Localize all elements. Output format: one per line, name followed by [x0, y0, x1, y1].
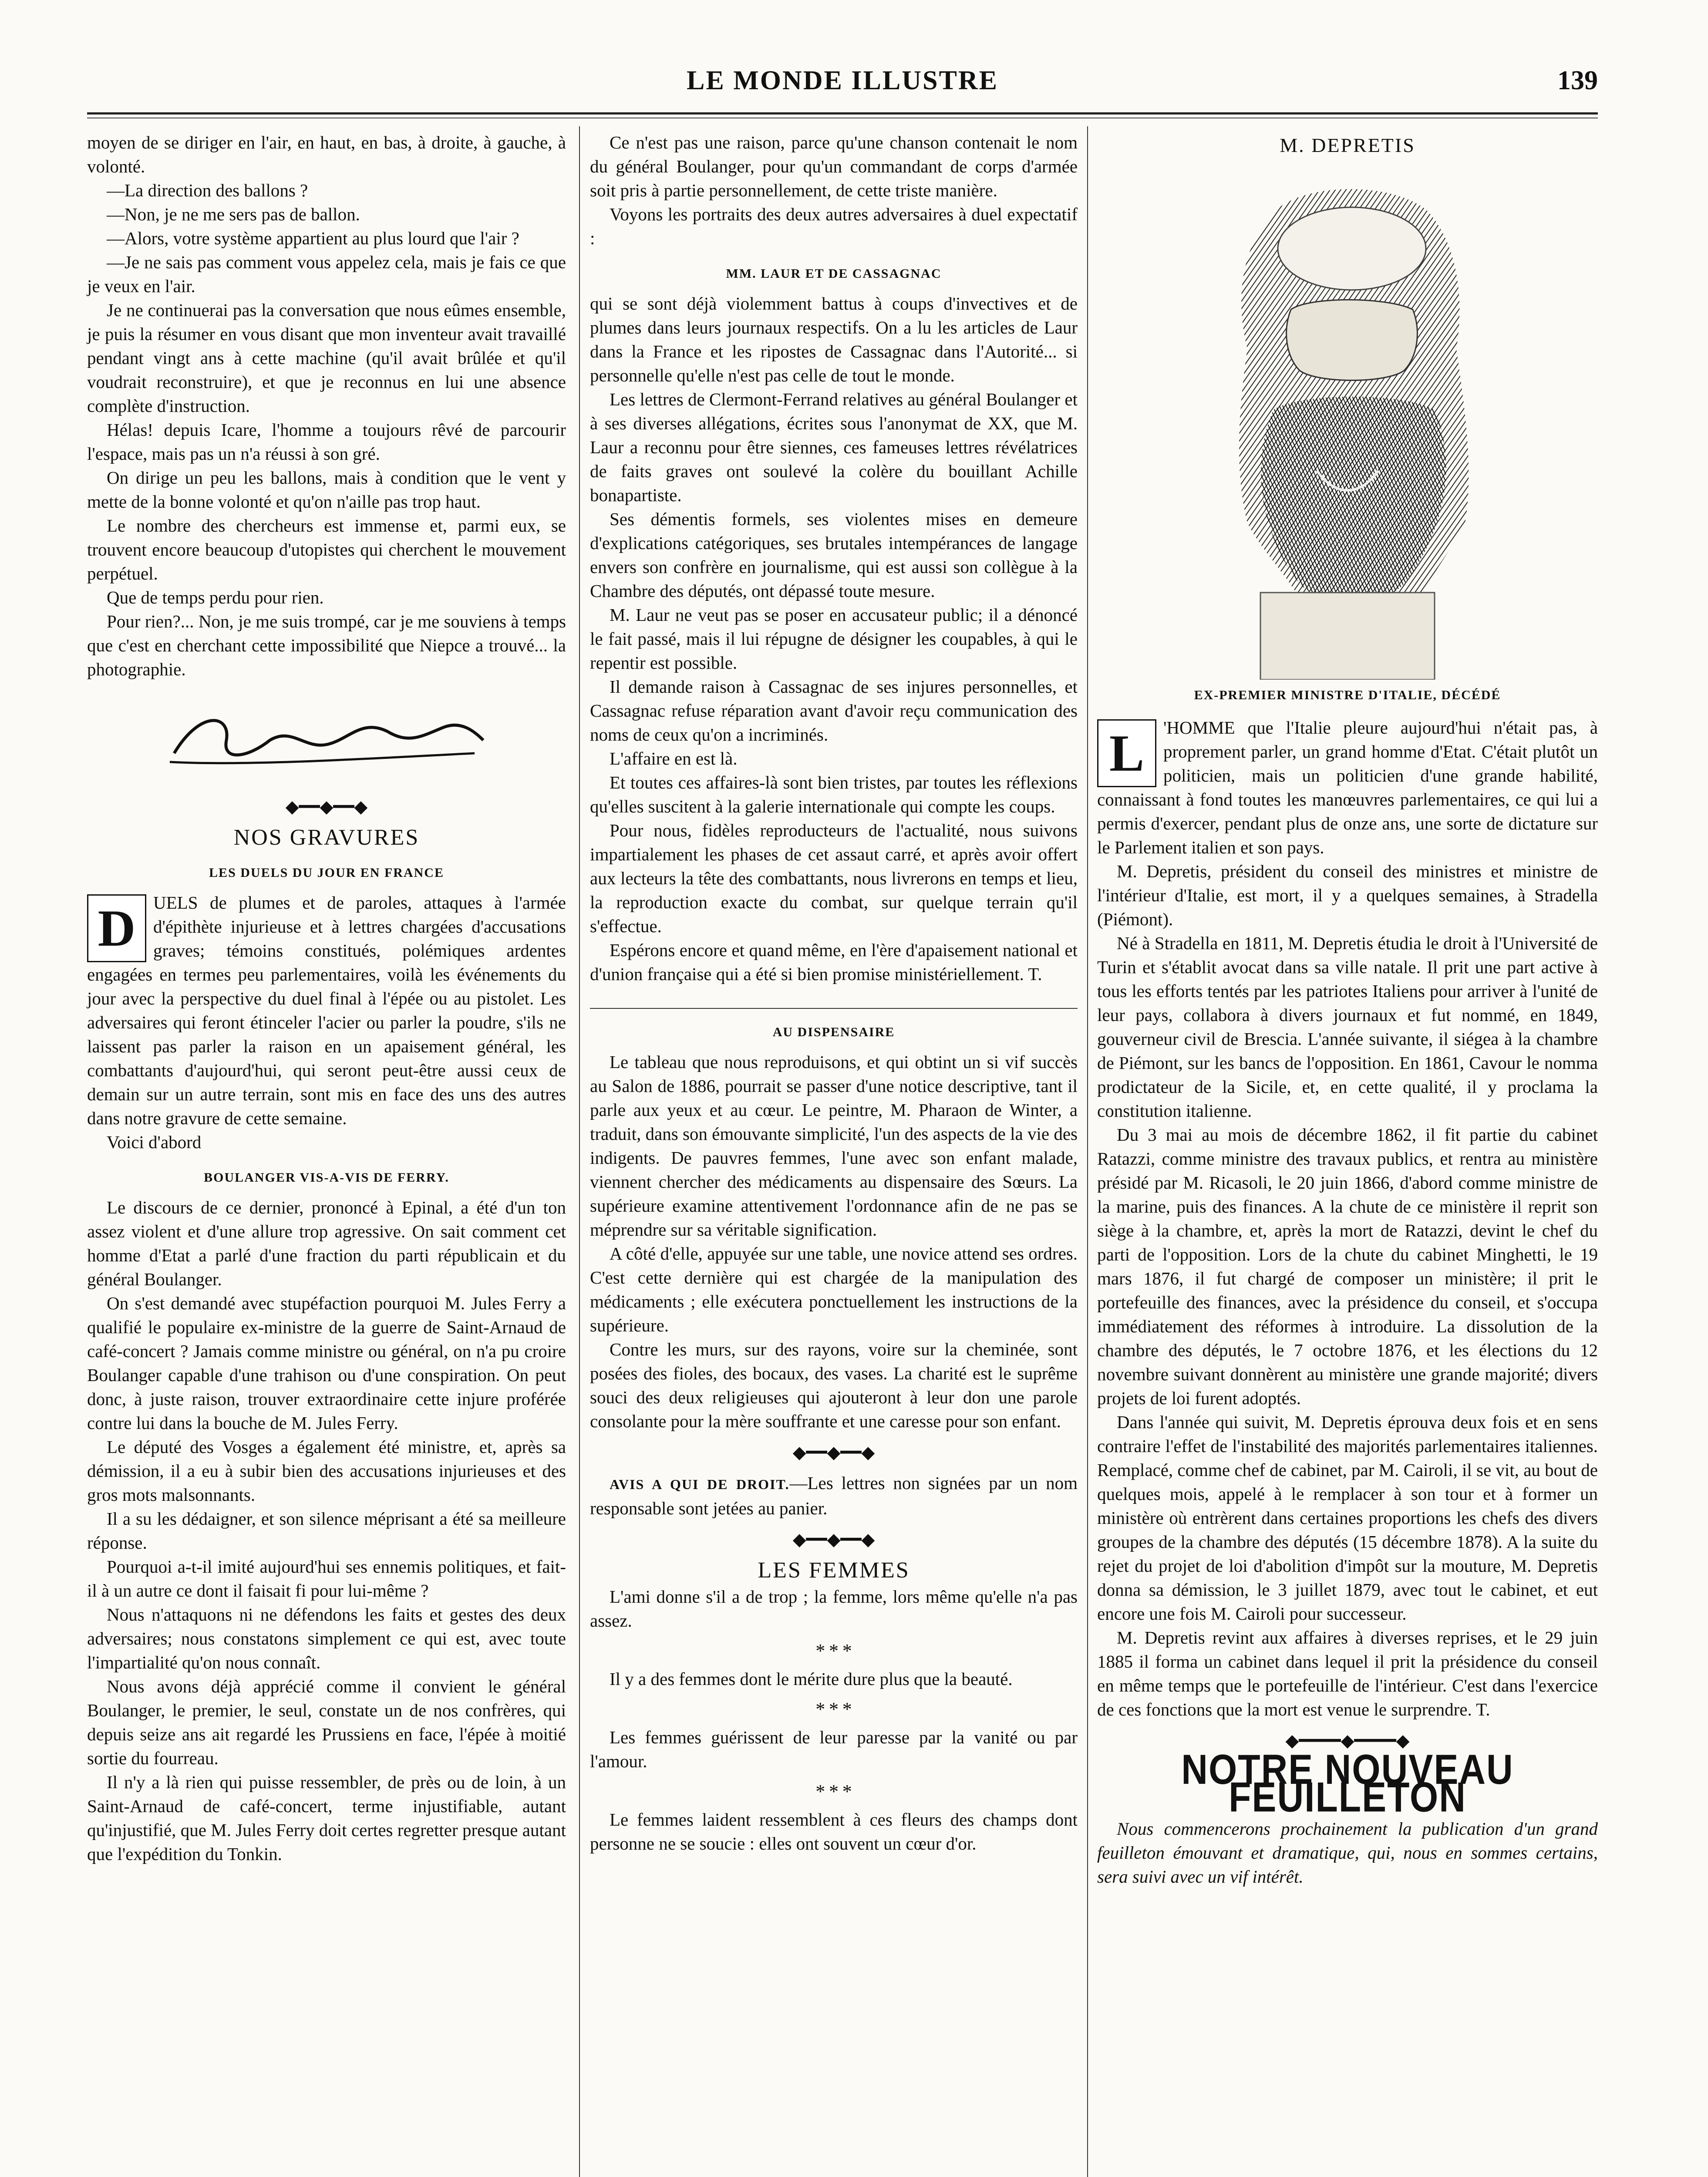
drop-cap: L — [1097, 719, 1156, 787]
paragraph: L'affaire en est là. — [610, 748, 738, 768]
lead-paragraph: D UELS de plumes et de paroles, attaques à l'armée d'épithète injurieuse et à lettres chargées d'accusations graves; témoins constitués, polémiques ardentes engagées en termes peu parlementaires, voilà les événements du jour avec la perspective du duel final à l'épée ou au pistolet. Les adversaires qui feront étinceler l'acier ou parler la poudre, s'ils ne laissent pas parler la raison en un apaisement général, les combattants d'aujourd'hui, qui seront peut-être aussi ceux de demain sur un autre terrain, sont mis en face des uns des autres dans notre gravure de cette semaine. — [87, 893, 566, 1128]
paragraph: A côté d'elle, appuyée sur une table, une novice attend ses ordres. C'est cette dernière qui est chargée de la manipulation des médicaments ; elle exécutera ponctuellement les instructions de la supérieure. — [590, 1244, 1078, 1335]
column-2 — [590, 131, 1078, 1856]
maxim: Il y a des femmes dont le mérite dure plus que la beauté. — [610, 1669, 1013, 1689]
column-divider — [579, 126, 580, 2177]
masthead — [87, 65, 1598, 100]
notice — [590, 1471, 1078, 1520]
paragraph: Espérons encore et quand même, en l'ère d'apaisement national et d'union française qui a été si bien promise ministériellement. T. — [590, 940, 1078, 984]
maxim: Le femmes laident ressemblent à ces fleurs des champs dont personne ne se soucie : elles ont souvent un cœur d'or. — [590, 1810, 1078, 1853]
paragraph: Pour rien?... Non, je me suis trompé, car je me souviens à temps que c'est en cherchant cette impossibilité que Niepce a trouvé... la photographie. — [87, 611, 566, 679]
paragraph: Le nombre des chercheurs est immense et, parmi eux, se trouvent encore beaucoup d'utopistes qui cherchent le mouvement perpétuel. — [87, 516, 566, 583]
article-subtitle: BOULANGER VIS-A-VIS DE FERRY. — [204, 1170, 449, 1185]
paragraph: Il demande raison à Cassagnac de ses injures personnelles, et Cassagnac refuse réparation avant d'avoir reçu communication des noms de ceux qu'on a incriminés. — [590, 677, 1078, 745]
section-title: LES FEMMES — [758, 1558, 910, 1583]
section-rule — [590, 1008, 1078, 1009]
paragraph: Je ne continuerai pas la conversation que nous eûmes ensemble, je puis la résumer en vous disant que mon inventeur avait travaillé pendant vingt ans à cette machine (qu'il avait brûlée et qu'il voudrait reconstruire), et que je reconnus en lui une absence complète d'instruction. — [87, 300, 566, 416]
paragraph: Pourquoi a-t-il imité aujourd'hui ses ennemis politiques, et fait-il à un autre ce dont il faisait fi pour lui-même ? — [87, 1557, 566, 1601]
paragraph: —La direction des ballons ? — [107, 180, 308, 200]
paragraph: Voici d'abord — [107, 1132, 202, 1152]
ornament-divider: ◆━━◆━━◆ — [285, 797, 368, 816]
paragraph: Hélas! depuis Icare, l'homme a toujours rêvé de parcourir l'espace, mais pas un n'a réussi à son gré. — [87, 420, 566, 464]
paragraph: M. Depretis revint aux affaires à diverses reprises, et le 29 juin 1885 il forma un cabinet dans lequel il prit la présidence du conseil en même temps que le portefeuille de l'intérieur. C'est dans l'exercice de ces fonctions que la mort est venue le surprendre. T. — [1097, 1628, 1598, 1719]
paragraph: Que de temps perdu pour rien. — [107, 587, 324, 607]
paragraph: qui se sont déjà violemment battus à coups d'invectives et de plumes dans leurs journaux respectifs. On a lu les articles de Laur dans la France et les ripostes de Cassagnac dans l'Autorité... si personnelle qu'elle n'est pas celle de tout le monde. — [590, 293, 1078, 385]
paragraph: Voyons les portraits des deux autres adversaires à duel expectatif : — [590, 204, 1078, 248]
paragraph: Et toutes ces affaires-là sont bien tristes, par toutes les réflexions qu'elles suscitent à la galerie internationale qui compte les coups. — [590, 772, 1078, 816]
portrait-engraving — [1160, 166, 1535, 680]
asterism: * * * — [815, 1781, 852, 1802]
paragraph: Il n'y a là rien qui puisse ressembler, de près ou de loin, à un Saint-Arnaud de café-concert, terme injustifiable, autant qu'injustifié, que M. Jules Ferry doit certes regretter presque autant que l'expédition du Tonkin. — [87, 1772, 566, 1864]
paragraph: Le tableau que nous reproduisons, et qui obtint un si vif succès au Salon de 1886, pourrait se passer d'une notice descriptive, tant il parle aux yeux et au cœur. Le peintre, M. Pharaon de Winter, a traduit, dans son émouvante simplicité, l'un des aspects de la vie des indigents. De pauvres femmes, l'une avec son enfant malade, viennent chercher des médicaments au dispensaire des Sœurs. La supérieure examine attentivement l'ordonnance afin de ne pas se méprendre sur sa véritable signification. — [590, 1052, 1078, 1240]
ornament-divider: ◆━━━━◆━━━━◆ — [1285, 1731, 1410, 1750]
ornament-divider: ◆━━◆━━◆ — [792, 1530, 875, 1549]
column-1 — [87, 131, 566, 1866]
paragraph: —Je ne sais pas comment vous appelez cela, mais je fais ce que je veux en l'air. — [87, 252, 566, 296]
feuilleton-title: NOTRE NOUVEAU FEUILLETON — [1181, 1746, 1514, 1821]
page-number: 139 — [1557, 66, 1598, 95]
paragraph: M. Laur ne veut pas se poser en accusateur public; il a dénoncé le fait passé, mais il lui répugne de désigner les coupables, à qui le repentir est possible. — [590, 605, 1078, 673]
paragraph: —Non, je ne me sers pas de ballon. — [107, 204, 360, 224]
signature — [87, 699, 566, 777]
ornament-divider: ◆━━◆━━◆ — [792, 1442, 875, 1462]
notice-text: —Les lettres non signées par un nom responsable sont jetées au panier. — [590, 1473, 1078, 1518]
article-subtitle: AU DISPENSAIRE — [772, 1025, 895, 1039]
article-subtitle: MM. LAUR ET DE CASSAGNAC — [726, 266, 942, 281]
column-divider — [1087, 126, 1088, 2177]
paragraph: Nous avons déjà apprécié comme il convient le général Boulanger, le premier, le seul, constate un de nos confrères, qui depuis seize ans ait regardé les Prussiens en face, l'épée à moitié sortie du fourreau. — [87, 1676, 566, 1768]
maxim: L'ami donne s'il a de trop ; la femme, lors même qu'elle n'a pas assez. — [590, 1587, 1078, 1631]
paragraph: Le discours de ce dernier, prononcé à Epinal, a été d'un ton assez violent et d'une allure trop agressive. On sait comment cet homme d'Etat a parlé d'une fraction du parti républicain et du général Boulanger. — [87, 1197, 566, 1289]
paragraph: Le député des Vosges a également été ministre, et, après sa démission, il a eu à subir bien des accusations injurieuses et des gros mots malsonnants. — [87, 1437, 566, 1505]
asterism: * * * — [815, 1698, 852, 1720]
maxim: Les femmes guérissent de leur paresse par la vanité ou par l'amour. — [590, 1727, 1078, 1771]
drop-cap: D — [87, 894, 146, 962]
portrait-title: M. DEPRETIS — [1280, 134, 1415, 156]
notice-label: AVIS A QUI DE DROIT. — [610, 1476, 790, 1492]
paragraph: moyen de se diriger en l'air, en haut, en bas, à droite, à gauche, à volonté. — [87, 132, 566, 176]
lead-paragraph: L 'HOMME que l'Italie pleure aujourd'hui n'était pas, à proprement parler, un grand homme d'Etat. C'était plutôt un politicien, mais un politicien d'une grande habilité, connaissant à fond toutes les manœuvres parlementaires, ce qui lui a permis d'exercer, pendant plus de onze ans, une sorte de dictature sur le Parlement italien et son pays. — [1097, 718, 1598, 857]
paragraph: On s'est demandé avec stupéfaction pourquoi M. Jules Ferry a qualifié le populaire ex-ministre de la guerre de Saint-Arnaud de café-concert ? Jamais comme ministre ou général, on n'a pu croire Boulanger capable d'une trahison ou d'une conspiration. On peut donc, à juste raison, trouver extraordinaire cette injure proférée contre lui dans la bouche de M. Jules Ferry. — [87, 1293, 566, 1433]
article-subtitle: LES DUELS DU JOUR EN FRANCE — [209, 866, 444, 880]
paragraph: Il a su les dédaigner, et son silence méprisant a été sa meilleure réponse. — [87, 1509, 566, 1553]
paragraph: Nous n'attaquons ni ne défendons les faits et gestes des deux adversaires; nous constatons simplement ce qui est, avec toute l'impartialité qu'on nous connaît. — [87, 1604, 566, 1672]
section-title: NOS GRAVURES — [233, 825, 420, 850]
paragraph: Pour nous, fidèles reproducteurs de l'actualité, nous suivons impartialement les phases de cet assaut carré, et après avoir offert aux lecteurs la tête des combattants, nous livrerons en temps et lieu, la reproduction exacte du combat, sur quelque terrain qu'il s'effectue. — [590, 820, 1078, 936]
column-3 — [1097, 131, 1598, 1889]
asterism: * * * — [815, 1640, 852, 1661]
paragraph: Ce n'est pas une raison, parce qu'une chanson contenait le nom du général Boulanger, pour qu'un commandant de corps d'armée soit pris à partie personnellement, de cette triste manière. — [590, 132, 1078, 200]
header-rule — [87, 112, 1598, 115]
paragraph: On dirige un peu les ballons, mais à condition que le vent y mette de la bonne volonté et qu'on n'aille pas trop haut. — [87, 468, 566, 512]
feuilleton-announcement: Nous commencerons prochainement la publication d'un grand feuilleton émouvant et dramatique, qui, nous en sommes certains, sera suivi avec un vif intérêt. — [1097, 1819, 1598, 1887]
portrait-caption: EX-PREMIER MINISTRE D'ITALIE, DÉCÉDÉ — [1194, 688, 1501, 702]
paragraph: Ses démentis formels, ses violentes mises en demeure d'explications catégoriques, ses brutales intempérances de langage envers son confrère en journalisme, qui est aussi son collègue à la Chambre des députés, ont dépassé toute mesure. — [590, 509, 1078, 601]
paragraph: Né à Stradella en 1811, M. Depretis étudia le droit à l'Université de Turin et s'établit avocat dans sa ville natale. Il prit une part active à tous les efforts tentés par les patriotes Italiens pour arriver à l'unité de leur pays, collabora à divers journaux et fut nommé, en 1849, gouverneur civil de Brescia. L'année suivante, il siégea à la chambre de Piémont, sur les bancs de l'opposition. En 1861, Cavour le nomma prodictateur de la Sicile, et, en cette qualité, il y proclama la constitution italienne. — [1097, 933, 1598, 1121]
paragraph: Contre les murs, sur des rayons, voire sur la cheminée, sont posées des fioles, des bocaux, des vases. La charité est le suprême souci des deux religieuses qui ajouteront à leur don une parole consolante pour la mère souffrante et une caresse pour son enfant. — [590, 1339, 1078, 1431]
paragraph: Dans l'année qui suivit, M. Depretis éprouva deux fois et en sens contraire l'effet de l'instabilité des majorités parlementaires italiennes. Remplacé, comme chef de cabinet, par M. Cairoli, il se vit, au bout de quelques mois, appelé à le remplacer à son tour et à former un ministère où entrèrent dans certaines proportions les chefs des divers groupes de la chambre des députés (15 décembre 1878). A la suite du rejet du projet de loi d'abolition d'impôt sur la mouture, M. Depretis donna sa démission, le 3 juillet 1879, avec tout le cabinet, et eut encore une fois M. Cairoli pour successeur. — [1097, 1412, 1598, 1624]
journal-title: LE MONDE ILLUSTRE — [687, 66, 998, 95]
paragraph: Les lettres de Clermont-Ferrand relatives au général Boulanger et à ses diverses allégations, écrites sous l'anonymat de XX, que M. Laur a reconnu pour être siennes, ces fameuses lettres révélatrices de faits graves ont soulevé la colère du bouillant Achille bonapartiste. — [590, 389, 1078, 505]
paragraph: M. Depretis, président du conseil des ministres et ministre de l'intérieur d'Italie, est mort, il y a quelques semaines, à Stradella (Piémont). — [1097, 861, 1598, 929]
paragraph: —Alors, votre système appartient au plus lourd que l'air ? — [107, 228, 519, 248]
paragraph: Du 3 mai au mois de décembre 1862, il fit partie du cabinet Ratazzi, comme ministre des travaux publics, et rentra au ministère présidé par M. Ricasoli, le 20 juin 1866, d'abord comme ministre de la marine, puis des finances. A la chute de ce ministère il reprit son siège à la chambre, et, après la mort de Ratazzi, devint le chef du parti de l'opposition. Lors de la chute du cabinet Minghetti, le 19 mars 1876, il fut chargé de composer un ministère; il prit le portefeuille des finances, avec la présidence du conseil, et s'occupa immédiatement des réformes à introduire. La dissolution de la chambre des députés, le 7 octobre 1876, et les élections du 12 novembre suivant donnèrent au ministère une grande majorité; divers projets de loi furent adoptés. — [1097, 1125, 1598, 1408]
